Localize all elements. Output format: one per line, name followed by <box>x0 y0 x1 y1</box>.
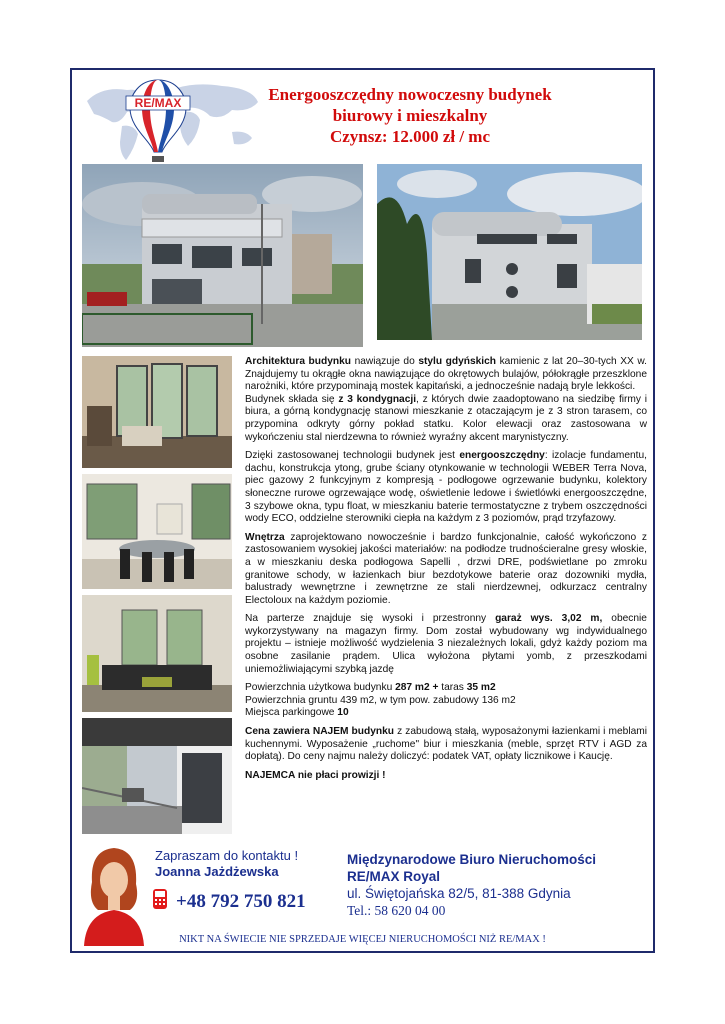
text-run: kamienic z lat 20–30-tych XX w. Znajdujemy tu okrągłe okna nawiązujące do okrętowych bulajów, półokrągłe przeszklone narożniki, które przypominają mostek kapitański, a jednocześnie nadają bryle lekkości. <box>245 356 647 393</box>
phone-row <box>152 888 306 915</box>
text-run: Na parterze znajduje się wysoki i przestronny <box>245 613 496 625</box>
page-title <box>250 84 570 147</box>
office-name-1: Międzynarodowe Biuro Nieruchomości <box>347 852 597 867</box>
office-address: ul. Świętojańska 82/5, 81-388 Gdynia <box>347 886 571 901</box>
text-bold: energooszczędny <box>459 450 545 462</box>
text-run: nawiązuje do <box>351 356 419 367</box>
text-run: Dzięki zastosowanej technologii budynek jest <box>245 450 460 462</box>
interior-photo-1 <box>82 356 232 468</box>
agent-contact <box>155 848 298 880</box>
text-bold: Wnętrza <box>245 531 285 543</box>
exterior-photo-2 <box>377 164 642 340</box>
title-line-2: biurowy i mieszkalny <box>332 106 488 125</box>
title-line-1: Energooszczędny nowoczesny budynek <box>268 85 552 104</box>
paragraph-interiors <box>245 532 647 608</box>
paragraph-no-commission <box>245 770 647 783</box>
remax-logo <box>82 76 262 166</box>
text-run: zaprojektowano nowocześnie i bardzo funkcjonalnie, całość wykończono z zastosowaniem wysokiej jakości materiałów: na podłodze trudnościeralne gresy włoskie, a w mieszkaniu deska podłogowa Sapelli , drzwi DRE, podświetlane po zmroku granitowe schody, w łazienkach biur bezdotykowe baterie oraz dozowniki mydła, balustrady wewnętrzne i zewnętrzne ze stali nierdzewnej, odkurzacz centralny Electoloux na każdym poziomie. <box>245 531 647 606</box>
text-run: : izolacje fundamentu, dachu, konstrukcja ytong, grube ściany otynkowanie w technologii WEBER Terra Nova, piec gazowy 2 funkcyjnym z kompresją - podłogowe ogrzewanie budynku, kolektory słoneczne rurowe ogrzewające wodę, oświetlenie ledowe i świetlówki energooszczędne, 3 szybowe okna, typu float, w mieszkaniu baterie termostatyczne z trybem oszczędności wody ECO, oddzielne sterowniki ciepła na każdym z 3 poziomów, prąd trzyfazowy. <box>245 450 648 525</box>
paragraph-architecture <box>245 356 647 444</box>
agent-phone[interactable]: +48 792 750 821 <box>176 890 306 912</box>
office-name-2: RE/MAX Royal <box>347 869 441 884</box>
footer-slogan: NIKT NA ŚWIECIE NIE SPRZEDAJE WIĘCEJ NIERUCHOMOŚCI NIŻ RE/MAX ! <box>179 934 546 945</box>
text-bold: garaż wys. 3,02 m, <box>495 613 603 625</box>
mobile-phone-icon <box>152 888 168 915</box>
exterior-photo-1 <box>82 164 363 347</box>
text-run: Budynek składa się <box>245 393 339 405</box>
text-run: Powierzchnia gruntu 439 m2, w tym pow. zabudowy 136 m2 <box>245 694 516 706</box>
text-bold: Architektura budynku <box>245 356 352 367</box>
text-run: z zabudową stałą, wyposażonymi łazienkami i meblami kuchennymi. Wyposażenie „ruchome" biur i mieszkania (meble, sprzęt RTV i AGD za dopłatą). Do ceny najmu należy doliczyć: podatek VAT, opłaty licznikowe i Kaucję. <box>245 726 648 763</box>
interior-photo-3 <box>82 595 232 712</box>
text-run: obecnie wykorzystywany na magazyn firmy. Dom został wybudowany wg indywidualnego projektu – istnieje możliwość wydzielenia 3 niezależnych lokali, gdyż każdy poziom ma osobne zasilanie prądem. Ulica wyłożona płytami yomb, z przeszkodami uniemożliwiającymi szybką jazdę <box>245 613 647 675</box>
description <box>245 356 647 788</box>
text-bold: stylu gdyńskich <box>418 356 497 367</box>
text-bold: 287 m2 + <box>395 682 439 694</box>
text-run: Powierzchnia użytkowa budynku <box>245 682 396 694</box>
interior-photo-2 <box>82 474 232 589</box>
text-bold: Cena zawiera NAJEM budynku <box>245 726 395 738</box>
text-run: taras <box>438 682 467 694</box>
text-run: Miejsca parkingowe <box>245 707 338 719</box>
agent-photo <box>80 842 148 946</box>
text-bold: 35 m2 <box>466 682 496 694</box>
agent-name: Joanna Jażdżewska <box>155 864 279 879</box>
office-info <box>347 851 596 919</box>
text-bold: NAJEMCA nie płaci prowizji ! <box>245 769 386 781</box>
paragraph-energy <box>245 450 647 526</box>
paragraph-area <box>245 682 647 720</box>
contact-invite: Zapraszam do kontaktu ! <box>155 848 299 863</box>
office-phone[interactable]: Tel.: 58 620 04 00 <box>347 903 446 918</box>
text-run: , z których dwie zaadoptowano na siedzibę firmy i biura, a górną kondygnację stanowi mieszkanie z otaczającym je z 3 stron tarasem, co przypomina odkryty górny pokład statku. Kolor elewacji oraz zastosowana w wykończeniu stal nierdzewna to również wyraźny akcent marynistyczny. <box>245 393 648 443</box>
paragraph-garage <box>245 613 647 676</box>
text-bold: z 3 kondygnacji <box>338 393 417 405</box>
text-bold: 10 <box>337 707 349 719</box>
paragraph-price <box>245 726 647 764</box>
logo-text: RE/MAX <box>134 96 182 110</box>
terrace-photo <box>82 718 232 834</box>
title-line-3: Czynsz: 12.000 zł / mc <box>329 127 491 146</box>
